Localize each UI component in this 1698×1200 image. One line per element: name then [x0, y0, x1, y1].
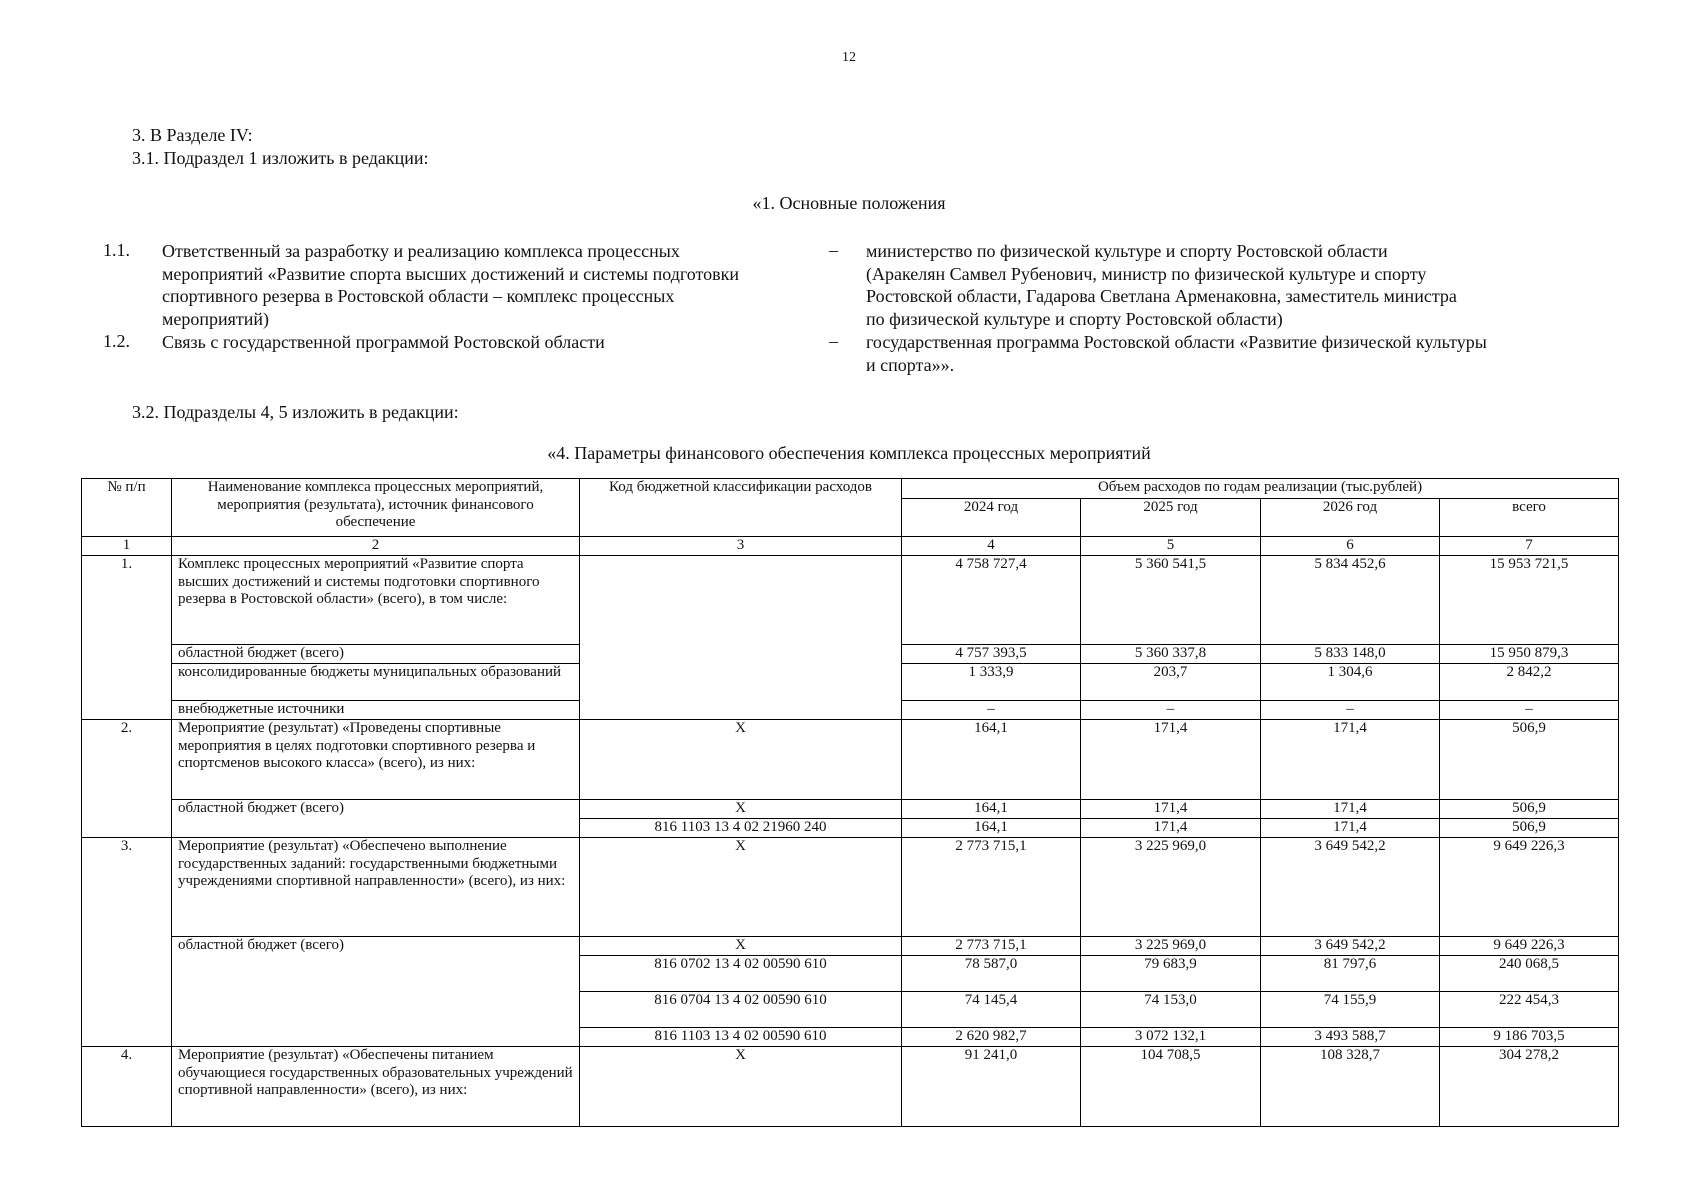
value-cell: 304 278,2: [1440, 1047, 1619, 1127]
table-header-row: [82, 479, 1619, 499]
definition-number: 1.1.: [103, 240, 130, 260]
value-cell: 5 360 337,8: [1081, 645, 1261, 664]
value-cell: 506,9: [1440, 800, 1619, 819]
row-code: X: [580, 1047, 902, 1127]
value-cell: 171,4: [1261, 800, 1440, 819]
value-cell: 9 649 226,3: [1440, 838, 1619, 937]
value-cell: 15 950 879,3: [1440, 645, 1619, 664]
row-name: Мероприятие (результат) «Проведены спортивные мероприятия в целях подготовки спортивного резерва и спортсменов высокого класса» (всего), из них:: [172, 720, 580, 800]
value-cell: 4 757 393,5: [902, 645, 1081, 664]
row-code: [580, 556, 902, 720]
row-name: Мероприятие (результат) «Обеспечено выполнение государственных заданий: государственными бюджетными учреждениями спортивной направленности» (всего), из них:: [172, 838, 580, 937]
header-total: всего: [1440, 499, 1619, 537]
value-cell: 3 225 969,0: [1081, 838, 1261, 937]
row-code: 816 1103 13 4 02 00590 610: [580, 1028, 902, 1047]
value-cell: –: [1081, 701, 1261, 720]
value-cell: 222 454,3: [1440, 992, 1619, 1028]
subsection-1-title: «1. Основные положения: [752, 193, 946, 213]
value-cell: –: [1261, 701, 1440, 720]
column-number: 3: [580, 537, 902, 556]
value-cell: 240 068,5: [1440, 956, 1619, 992]
definition-right-text: [866, 240, 1457, 330]
value-cell: 74 145,4: [902, 992, 1081, 1028]
row-name: Мероприятие (результат) «Обеспечены питанием обучающиеся государственных образовательных учреждений спортивной направленности» (всего), из них:: [172, 1047, 580, 1127]
table-row: [82, 556, 1619, 645]
row-name: областной бюджет (всего): [172, 645, 580, 664]
row-name: областной бюджет (всего): [172, 800, 580, 838]
value-cell: 164,1: [902, 800, 1081, 819]
header-2026: 2026 год: [1261, 499, 1440, 537]
definition-line: мероприятий): [162, 308, 270, 329]
page-number: 12: [842, 50, 856, 65]
value-cell: 5 360 541,5: [1081, 556, 1261, 645]
table-row: [82, 838, 1619, 937]
value-cell: 91 241,0: [902, 1047, 1081, 1127]
row-number: 3.: [82, 838, 172, 1047]
table-row: [82, 800, 1619, 819]
column-numbers-row: [82, 537, 1619, 556]
definition-line: спортивного резерва в Ростовской области – комплекс процессных: [162, 286, 675, 306]
row-code: 816 0704 13 4 02 00590 610: [580, 992, 902, 1028]
header-name: Наименование комплекса процессных мероприятий, мероприятия (результата), источник финансового обеспечение: [172, 479, 580, 537]
row-code: X: [580, 937, 902, 956]
row-code: X: [580, 800, 902, 819]
definition-line: Ростовской области, Гадарова Светлана Арменаковна, заместитель министра: [866, 286, 1457, 306]
definition-line: мероприятий «Развитие спорта высших достижений и системы подготовки: [162, 263, 740, 284]
value-cell: 74 153,0: [1081, 992, 1261, 1028]
definition-line: и спорта»».: [866, 354, 955, 375]
value-cell: 3 225 969,0: [1081, 937, 1261, 956]
value-cell: 3 072 132,1: [1081, 1028, 1261, 1047]
paragraph-3-1: 3.1. Подраздел 1 изложить в редакции:: [132, 148, 429, 168]
paragraph-3: 3. В Разделе IV:: [132, 125, 253, 145]
value-cell: 506,9: [1440, 720, 1619, 800]
value-cell: 78 587,0: [902, 956, 1081, 992]
value-cell: –: [1440, 701, 1619, 720]
column-number: 1: [82, 537, 172, 556]
definition-left-text: [162, 331, 811, 354]
value-cell: 2 620 982,7: [902, 1028, 1081, 1047]
value-cell: 79 683,9: [1081, 956, 1261, 992]
value-cell: 15 953 721,5: [1440, 556, 1619, 645]
subsection-4-title: «4. Параметры финансового обеспечения комплекса процессных мероприятий: [547, 443, 1151, 463]
column-number: 6: [1261, 537, 1440, 556]
row-code: X: [580, 720, 902, 800]
value-cell: 74 155,9: [1261, 992, 1440, 1028]
column-number: 5: [1081, 537, 1261, 556]
value-cell: 171,4: [1261, 720, 1440, 800]
value-cell: 506,9: [1440, 819, 1619, 838]
value-cell: 171,4: [1081, 800, 1261, 819]
value-cell: 2 773 715,1: [902, 838, 1081, 937]
financial-table: [81, 478, 1619, 1127]
table-row: [82, 1047, 1619, 1127]
value-cell: 81 797,6: [1261, 956, 1440, 992]
value-cell: 164,1: [902, 819, 1081, 838]
row-name: консолидированные бюджеты муниципальных образований: [172, 664, 580, 701]
header-2025: 2025 год: [1081, 499, 1261, 537]
value-cell: 3 493 588,7: [1261, 1028, 1440, 1047]
row-code: 816 1103 13 4 02 21960 240: [580, 819, 902, 838]
value-cell: 3 649 542,2: [1261, 838, 1440, 937]
value-cell: 171,4: [1081, 819, 1261, 838]
column-number: 7: [1440, 537, 1619, 556]
value-cell: 9 649 226,3: [1440, 937, 1619, 956]
definition-line: министерство по физической культуре и спорту Ростовской области: [866, 241, 1388, 261]
row-number: 4.: [82, 1047, 172, 1127]
value-cell: 5 833 148,0: [1261, 645, 1440, 664]
definition-right-text: [866, 331, 1487, 376]
definition-line: Связь с государственной программой Ростовской области: [162, 332, 605, 352]
row-name: областной бюджет (всего): [172, 937, 580, 1047]
header-code: Код бюджетной классификации расходов: [580, 479, 902, 537]
table-row: [82, 937, 1619, 956]
definition-left-text: [162, 240, 811, 330]
definition-line: государственная программа Ростовской области «Развитие физической культуры: [866, 332, 1487, 352]
row-number: 1.: [82, 556, 172, 720]
value-cell: 4 758 727,4: [902, 556, 1081, 645]
value-cell: 3 649 542,2: [1261, 937, 1440, 956]
value-cell: 9 186 703,5: [1440, 1028, 1619, 1047]
header-2024: 2024 год: [902, 499, 1081, 537]
value-cell: 5 834 452,6: [1261, 556, 1440, 645]
column-number: 4: [902, 537, 1081, 556]
value-cell: 108 328,7: [1261, 1047, 1440, 1127]
definition-line: Ответственный за разработку и реализацию комплекса процессных: [162, 241, 680, 261]
row-number: 2.: [82, 720, 172, 838]
header-volume: Объем расходов по годам реализации (тыс.рублей): [902, 479, 1619, 499]
row-code: 816 0702 13 4 02 00590 610: [580, 956, 902, 992]
definition-number: 1.2.: [103, 331, 130, 351]
row-code: X: [580, 838, 902, 937]
value-cell: 104 708,5: [1081, 1047, 1261, 1127]
value-cell: 164,1: [902, 720, 1081, 800]
table-row: [82, 720, 1619, 800]
definition-dash: –: [829, 240, 838, 260]
definition-dash: –: [829, 331, 838, 351]
value-cell: 1 333,9: [902, 664, 1081, 701]
header-num: № п/п: [82, 479, 172, 537]
value-cell: 171,4: [1261, 819, 1440, 838]
value-cell: 2 773 715,1: [902, 937, 1081, 956]
value-cell: 1 304,6: [1261, 664, 1440, 701]
row-name: внебюджетные источники: [172, 701, 580, 720]
value-cell: 203,7: [1081, 664, 1261, 701]
paragraph-3-2: 3.2. Подразделы 4, 5 изложить в редакции:: [132, 402, 459, 422]
row-name: Комплекс процессных мероприятий «Развитие спорта высших достижений и системы подготовки спортивного резерва в Ростовской области» (всего), в том числе:: [172, 556, 580, 645]
column-number: 2: [172, 537, 580, 556]
definition-line: по физической культуре и спорту Ростовской области): [866, 308, 1283, 329]
value-cell: 171,4: [1081, 720, 1261, 800]
definition-line: (Аракелян Самвел Рубенович, министр по физической культуре и спорту: [866, 263, 1427, 284]
value-cell: 2 842,2: [1440, 664, 1619, 701]
value-cell: –: [902, 701, 1081, 720]
